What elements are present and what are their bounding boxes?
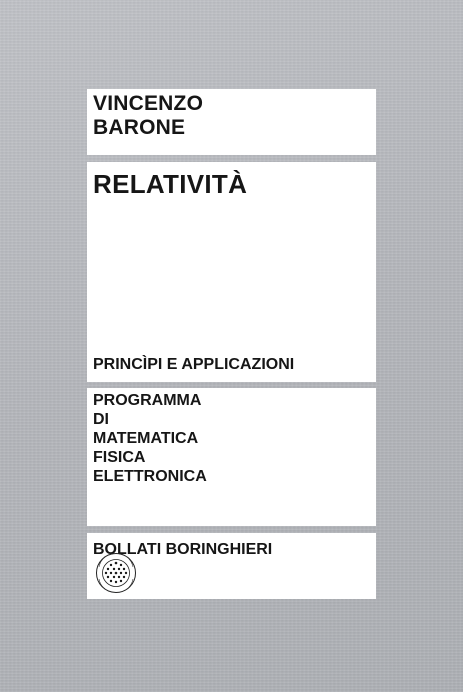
series-line: FISICA (93, 449, 146, 466)
publisher-name: BOLLATI BORINGHIERI (93, 541, 273, 558)
author-panel (87, 89, 376, 155)
author-last-name: BARONE (93, 116, 186, 139)
constellation-seal-icon (95, 552, 137, 594)
author-first-name: VINCENZO (93, 92, 204, 115)
series-line: PROGRAMMA (93, 392, 202, 409)
series-line: DI (93, 411, 109, 428)
title-panel (87, 162, 376, 382)
book-title: RELATIVITÀ (93, 169, 248, 199)
series-panel (87, 388, 376, 526)
series-line: MATEMATICA (93, 430, 199, 447)
series-line: ELETTRONICA (93, 468, 207, 485)
publisher-panel (87, 533, 376, 599)
book-subtitle: PRINCÌPI E APPLICAZIONI (93, 356, 295, 373)
